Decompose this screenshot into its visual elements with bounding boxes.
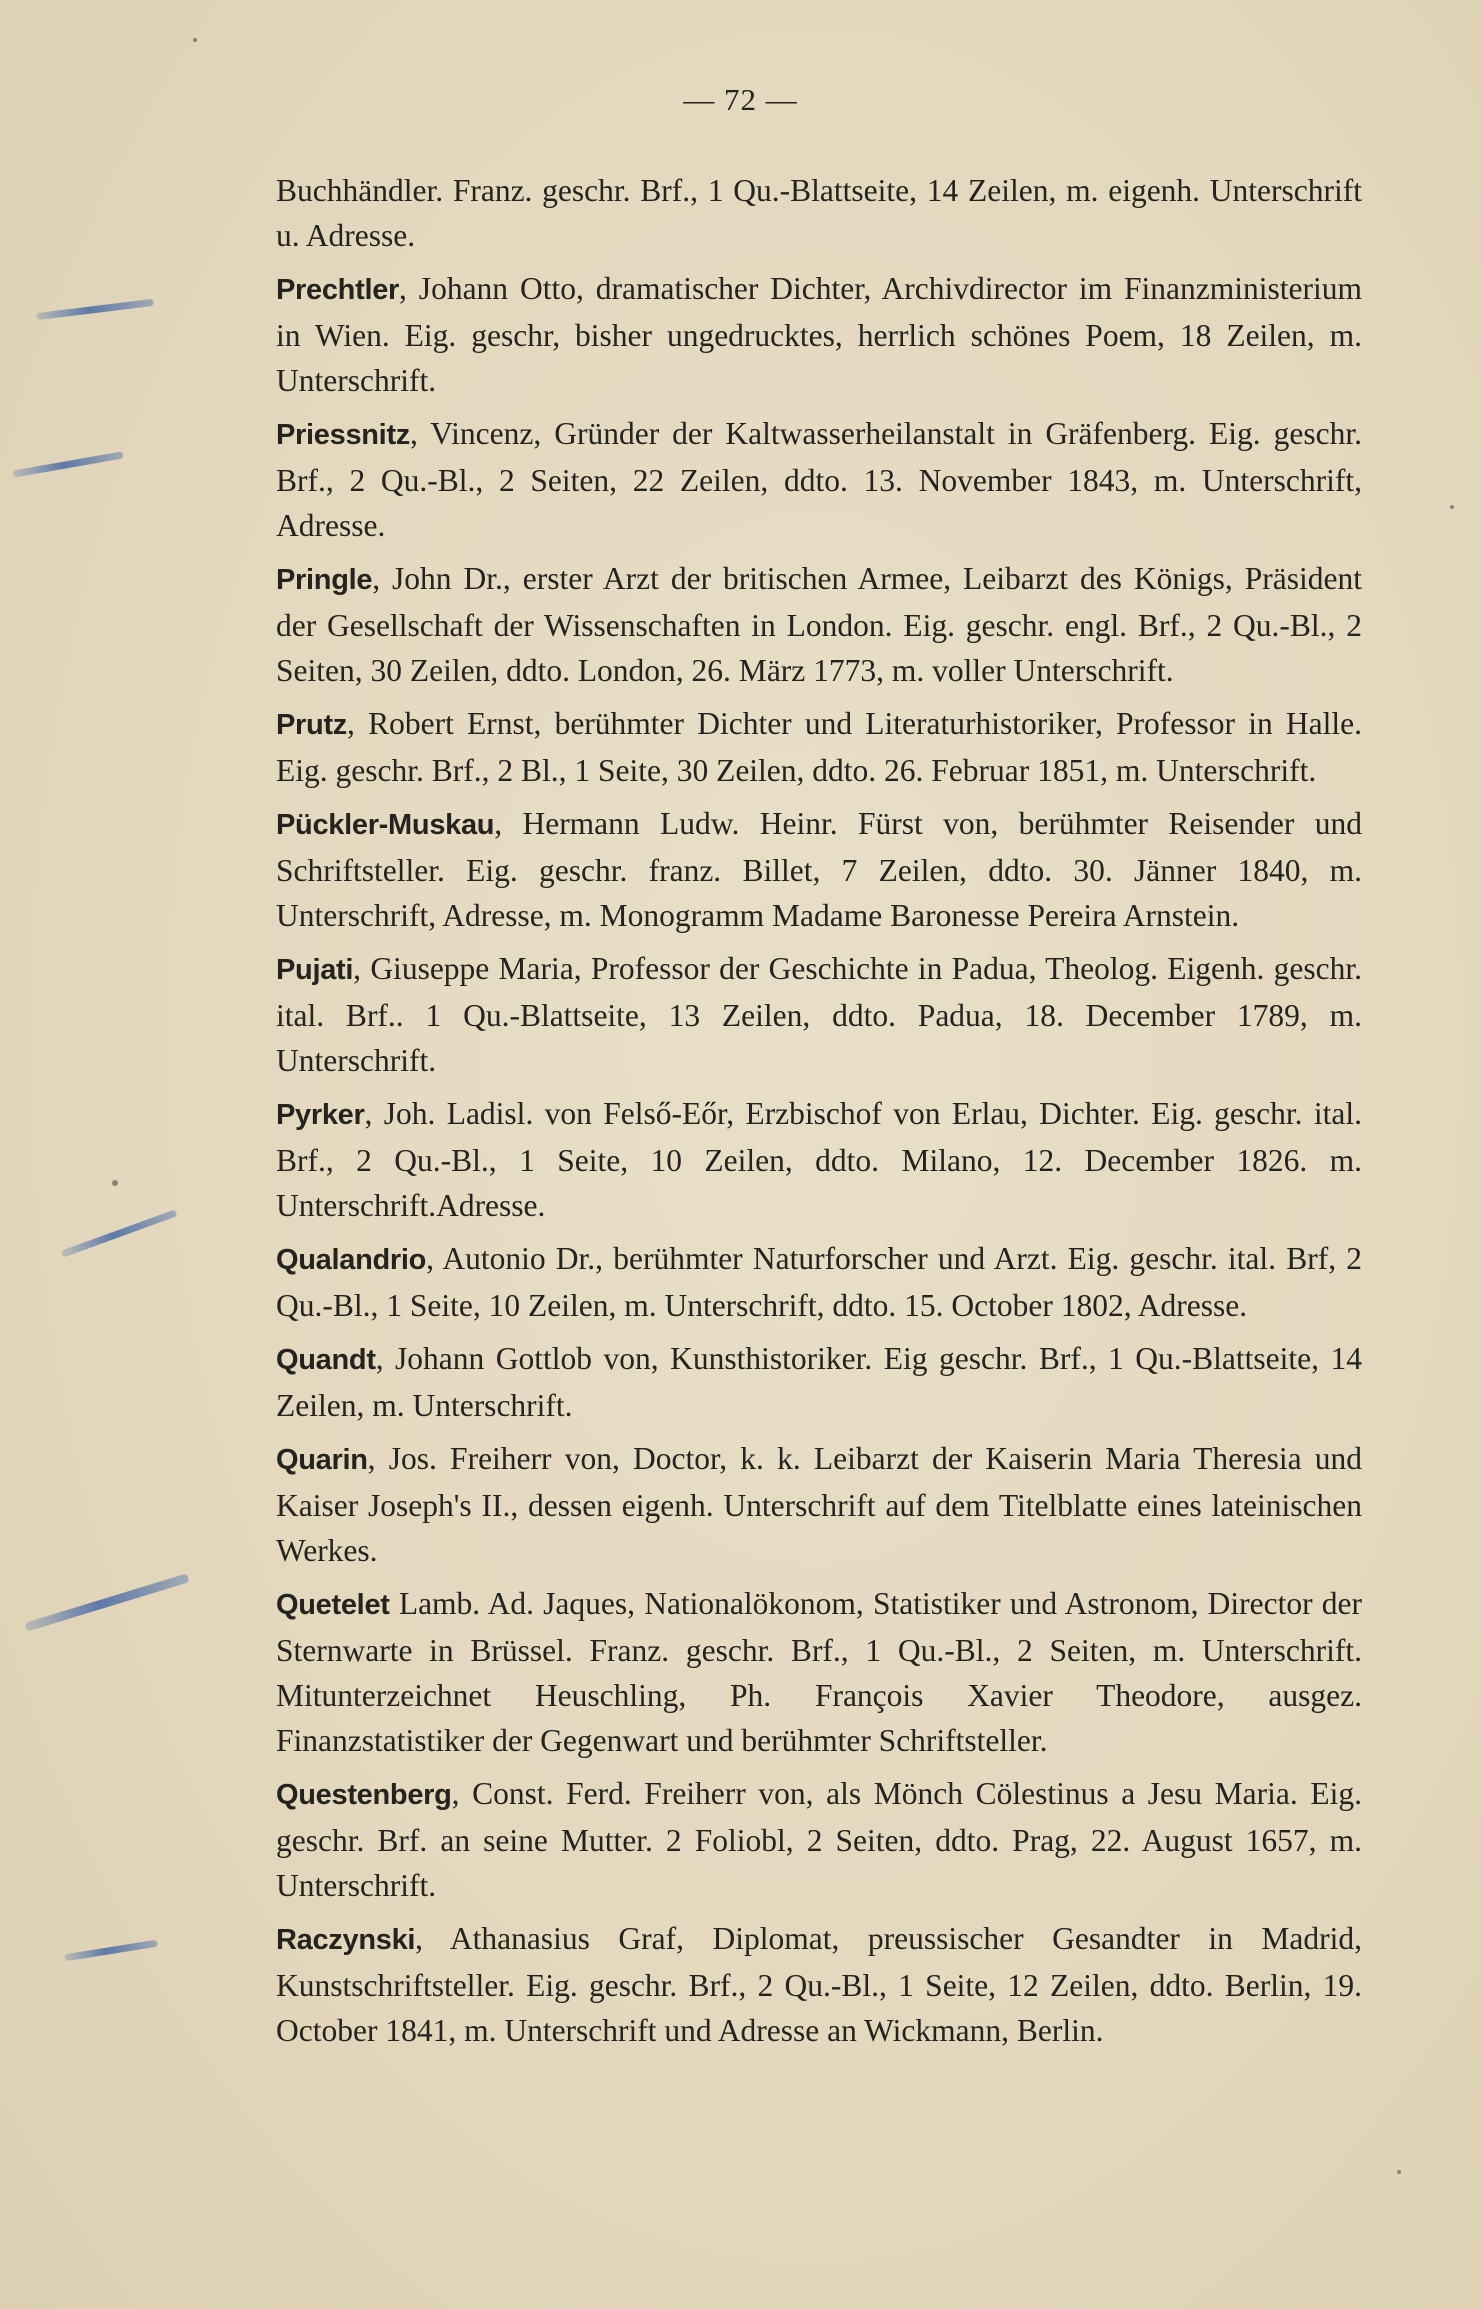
entry-text: , Robert Ernst, berühmter Dichter und Literaturhistoriker, Professor in Halle. Eig. geschr. Brf., 2 Bl., 1 Seite, 30 Zeilen, ddto. 26. Februar 1851, m. Unterschrift. [276, 706, 1362, 788]
entry-list [0, 168, 1481, 2061]
entry-973 [0, 1916, 1362, 2053]
entry-962 [0, 411, 1362, 548]
entry-name: Priessnitz [276, 419, 410, 451]
entry-969 [0, 1336, 1362, 1428]
entry-961 [0, 266, 1362, 403]
entry-name: Quandt [276, 1344, 376, 1376]
entry-text: Lamb. Ad. Jaques, Nationalökonom, Statistiker und Astronom, Director der Sternwarte in Brüssel. Franz. geschr. Brf., 1 Qu.-Bl., 2 Seiten, m. Unterschrift. Mitunterzeichnet Heuschling, Ph. François Xavier Theodore, ausgez. Finanzstatistiker der Gegenwart und berühmter Schriftsteller. [276, 1586, 1362, 1758]
entry-name: Pujati [276, 954, 354, 986]
entry-name: Pückler-Muskau [276, 809, 495, 841]
entry-text: Buchhändler. Franz. geschr. Brf., 1 Qu.-Blattseite, 14 Zeilen, m. eigenh. Unterschrift u. Adresse. [276, 173, 1362, 253]
entry-966 [0, 946, 1362, 1083]
page-number: — 72 — [683, 82, 798, 117]
entry-971 [0, 1581, 1362, 1763]
entry-name: Qualandrio [276, 1244, 427, 1276]
entry-text: , Joh. Ladisl. von Felső-Eőr, Erzbischof von Erlau, Dichter. Eig. geschr. ital. Brf., 2 Qu.-Bl., 1 Seite, 10 Zeilen, ddto. Milano, 12. December 1826. m. Unterschrift.Adresse. [276, 1096, 1362, 1223]
entry-967 [0, 1091, 1362, 1228]
entry-name: Prutz [276, 709, 348, 741]
entry-text: , Vincenz, Gründer der Kaltwasserheilanstalt in Gräfenberg. Eig. geschr. Brf., 2 Qu.-Bl., 2 Seiten, 22 Zeilen, ddto. 13. November 1843, m. Unterschrift, Adresse. [276, 416, 1362, 543]
entry-963 [0, 556, 1362, 693]
entry-text: , Johann Otto, dramatischer Dichter, Archivdirector im Finanzministerium in Wien. Eig. geschr, bisher ungedrucktes, herrlich schönes Poem, 18 Zeilen, m. Unterschrift. [276, 271, 1362, 398]
paper-speck [193, 38, 197, 42]
entry-970 [0, 1436, 1362, 1573]
entry-964 [0, 701, 1362, 793]
entry-text: , Autonio Dr., berühmter Naturforscher und Arzt. Eig. geschr. ital. Brf, 2 Qu.-Bl., 1 Seite, 10 Zeilen, m. Unterschrift, ddto. 15. October 1802, Adresse. [276, 1241, 1362, 1323]
entry-continuation [0, 168, 1362, 258]
entry-name: Quarin [276, 1444, 368, 1476]
entry-text: , Giuseppe Maria, Professor der Geschichte in Padua, Theolog. Eigenh. geschr. ital. Brf.. 1 Qu.-Blattseite, 13 Zeilen, ddto. Padua, 18. December 1789, m. Unterschrift. [276, 951, 1362, 1078]
entry-name: Pyrker [276, 1099, 365, 1131]
entry-text: , John Dr., erster Arzt der britischen Armee, Leibarzt des Königs, Präsident der Gesellschaft der Wissenschaften in London. Eig. geschr. engl. Brf., 2 Qu.-Bl., 2 Seiten, 30 Zeilen, ddto. London, 26. März 1773, m. voller Unterschrift. [276, 561, 1362, 688]
entry-text: , Const. Ferd. Freiherr von, als Mönch Cölestinus a Jesu Maria. Eig. geschr. Brf. an seine Mutter. 2 Foliobl, 2 Seiten, ddto. Prag, 22. August 1657, m. Unterschrift. [276, 1776, 1362, 1903]
paper-speck [1397, 2170, 1401, 2174]
entry-name: Prechtler [276, 274, 400, 306]
entry-968 [0, 1236, 1362, 1328]
entry-text: , Jos. Freiherr von, Doctor, k. k. Leibarzt der Kaiserin Maria Theresia und Kaiser Joseph's II., dessen eigenh. Unterschrift auf dem Titelblatte eines lateinischen Werkes. [276, 1441, 1362, 1568]
entry-name: Pringle [276, 564, 373, 596]
entry-text: , Johann Gottlob von, Kunsthistoriker. Eig geschr. Brf., 1 Qu.-Blattseite, 14 Zeilen, m. Unterschrift. [276, 1341, 1362, 1423]
entry-name: Questenberg [276, 1779, 452, 1811]
entry-972 [0, 1771, 1362, 1908]
entry-name: Raczynski [276, 1924, 416, 1956]
entry-text: , Hermann Ludw. Heinr. Fürst von, berühmter Reisender und Schriftsteller. Eig. geschr. franz. Billet, 7 Zeilen, ddto. 30. Jänner 1840, m. Unterschrift, Adresse, m. Monogramm Madame Baronesse Pereira Arnstein. [276, 806, 1362, 933]
entry-name: Quetelet [276, 1589, 390, 1621]
entry-965 [0, 801, 1362, 938]
entry-text: , Athanasius Graf, Diplomat, preussischer Gesandter in Madrid, Kunstschriftsteller. Eig. geschr. Brf., 2 Qu.-Bl., 1 Seite, 12 Zeilen, ddto. Berlin, 19. October 1841, m. Unterschrift und Adresse an Wickmann, Berlin. [276, 1921, 1362, 2048]
